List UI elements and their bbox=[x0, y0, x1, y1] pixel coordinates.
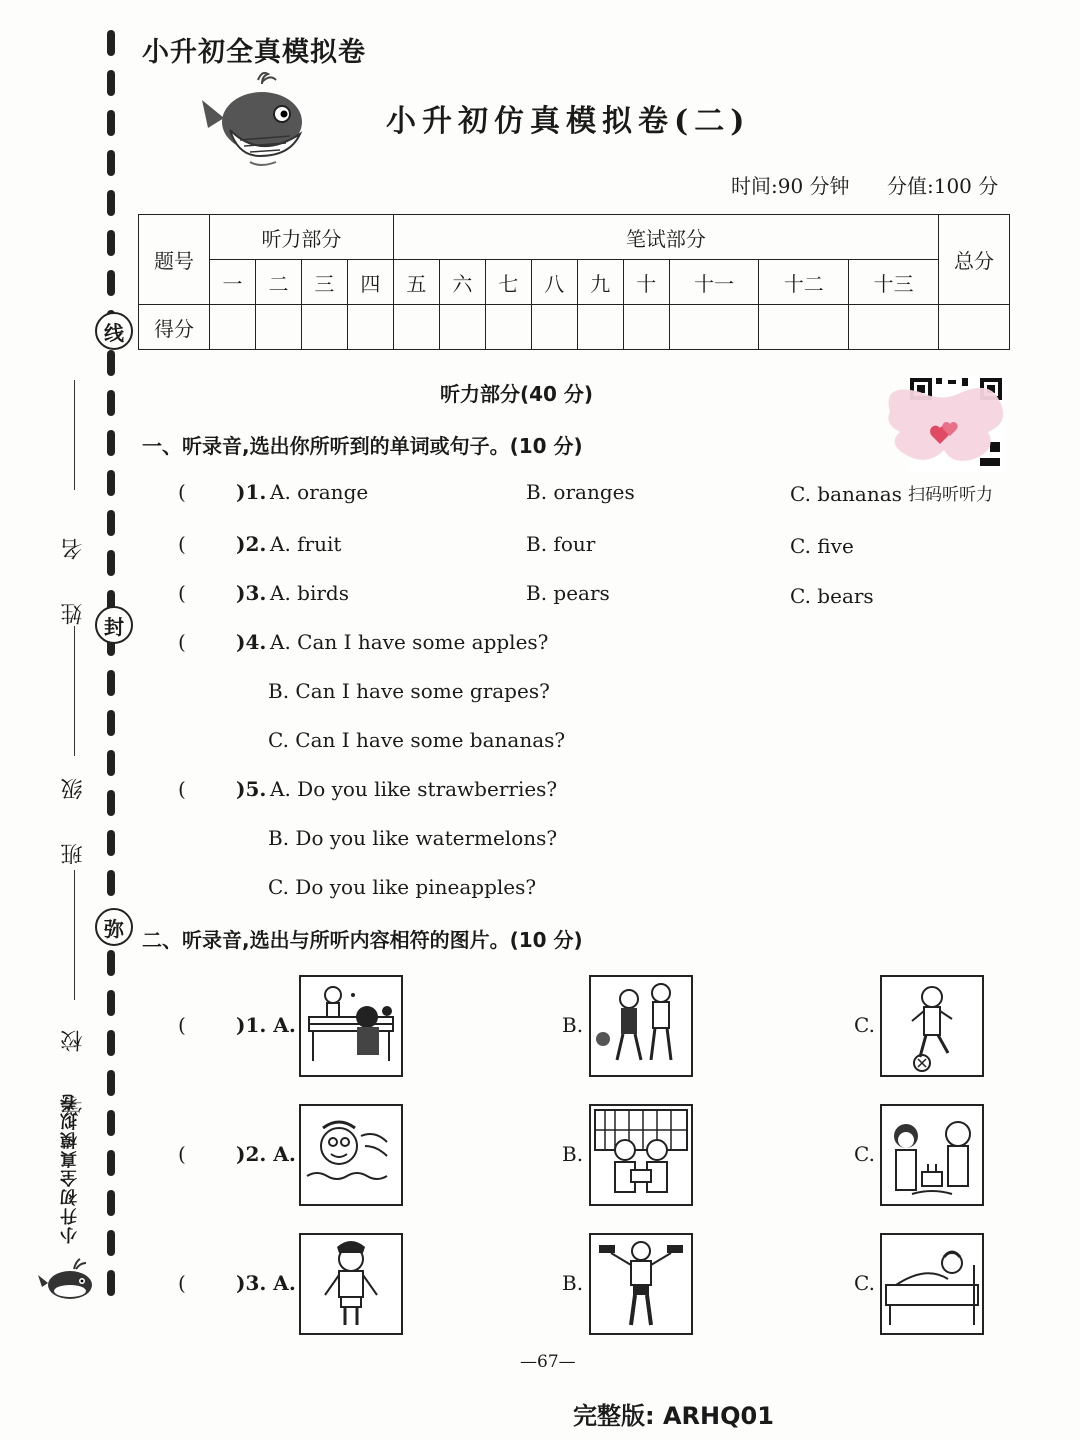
whale-logo-small bbox=[38, 1255, 98, 1305]
side-brand: 小升初全真模拟卷 bbox=[61, 1092, 81, 1244]
answer-paren[interactable]: ( bbox=[178, 581, 186, 605]
score-cell[interactable] bbox=[759, 305, 849, 350]
section1-heading: 一、听录音,选出你所听到的单词或句子。(10 分) bbox=[142, 434, 583, 458]
score-cell[interactable] bbox=[255, 305, 301, 350]
soccer-picture[interactable] bbox=[880, 975, 984, 1077]
answer-paren[interactable]: ( bbox=[178, 777, 186, 801]
score-row-label: 得分 bbox=[139, 305, 210, 350]
section-number: 一 bbox=[210, 260, 256, 305]
ping-pong-picture[interactable] bbox=[299, 975, 403, 1077]
school-label: 学 校 bbox=[61, 1012, 86, 1117]
score-cell[interactable] bbox=[531, 305, 577, 350]
basketball-picture[interactable] bbox=[589, 975, 693, 1077]
section-number: 十一 bbox=[669, 260, 759, 305]
section-number: 十二 bbox=[759, 260, 849, 305]
question-number: )2. bbox=[236, 532, 267, 556]
section-number: 五 bbox=[393, 260, 439, 305]
section-number: 十 bbox=[623, 260, 669, 305]
score-cell[interactable] bbox=[439, 305, 485, 350]
brand-title: 小升初全真模拟卷 bbox=[142, 37, 366, 68]
reading-picture[interactable] bbox=[589, 1104, 693, 1206]
option-b: B. oranges bbox=[526, 480, 635, 504]
score-cell[interactable] bbox=[210, 305, 256, 350]
option-b-label: B. bbox=[562, 1142, 584, 1166]
class-blank-line bbox=[74, 626, 75, 756]
qr-code-icon[interactable] bbox=[880, 372, 1010, 476]
section-number: 三 bbox=[301, 260, 347, 305]
binding-mark-seal: 封 bbox=[95, 606, 133, 644]
question-number: )1. A. bbox=[236, 1013, 296, 1037]
score-cell[interactable] bbox=[669, 305, 759, 350]
option-c-label: C. bbox=[854, 1271, 875, 1295]
page-number: —67— bbox=[520, 1352, 576, 1372]
binding-mark-close: 弥 bbox=[95, 908, 133, 946]
total-header: 总分 bbox=[939, 215, 1010, 305]
whale-illustration bbox=[200, 70, 310, 170]
score-info: 分值:100 分 bbox=[887, 174, 999, 198]
score-cell[interactable] bbox=[301, 305, 347, 350]
name-label: 姓 名 bbox=[61, 520, 86, 625]
question-number: )1. bbox=[236, 480, 267, 504]
question-number: )3. bbox=[236, 581, 267, 605]
option-a: A. Do you like strawberries? bbox=[270, 777, 558, 801]
swimming-picture[interactable] bbox=[299, 1104, 403, 1206]
qr-caption: 扫码听听力 bbox=[908, 485, 993, 505]
name-blank-line bbox=[74, 380, 75, 490]
answer-paren[interactable]: ( bbox=[178, 630, 186, 654]
score-cell[interactable] bbox=[393, 305, 439, 350]
exercise-picture[interactable] bbox=[589, 1233, 693, 1335]
option-a: A. orange bbox=[270, 480, 369, 504]
school-blank-line bbox=[74, 870, 75, 1000]
option-a: A. Can I have some apples? bbox=[270, 630, 549, 654]
option-a: A. birds bbox=[270, 581, 349, 605]
option-b: B. pears bbox=[526, 581, 610, 605]
option-c-label: C. bbox=[854, 1013, 875, 1037]
answer-paren[interactable]: ( bbox=[178, 1013, 186, 1037]
listening-section-title: 听力部分(40 分) bbox=[440, 382, 594, 406]
option-b: B. Can I have some grapes? bbox=[268, 679, 550, 703]
section-number: 十三 bbox=[849, 260, 939, 305]
score-cell[interactable] bbox=[577, 305, 623, 350]
option-c: C. bananas bbox=[790, 482, 902, 506]
boy-standing-picture[interactable] bbox=[299, 1233, 403, 1335]
option-c: C. bears bbox=[790, 584, 874, 608]
section-number: 七 bbox=[485, 260, 531, 305]
paper-title: 小升初仿真模拟卷(二) bbox=[386, 104, 751, 139]
score-cell[interactable] bbox=[849, 305, 939, 350]
binding-dash-line bbox=[107, 30, 117, 1340]
sick-in-bed-picture[interactable] bbox=[880, 1233, 984, 1335]
question-number: )5. bbox=[236, 777, 267, 801]
answer-paren[interactable]: ( bbox=[178, 1271, 186, 1295]
full-version-code: 完整版: ARHQ01 bbox=[573, 1402, 774, 1430]
score-cell[interactable] bbox=[623, 305, 669, 350]
section-number: 八 bbox=[531, 260, 577, 305]
writing-header: 笔试部分 bbox=[393, 215, 938, 260]
option-b: B. four bbox=[526, 532, 596, 556]
score-table bbox=[138, 214, 1010, 350]
option-c-label: C. bbox=[854, 1142, 875, 1166]
section-number: 二 bbox=[255, 260, 301, 305]
section-number: 四 bbox=[347, 260, 393, 305]
question-number: )2. A. bbox=[236, 1142, 296, 1166]
time-info: 时间:90 分钟 bbox=[731, 174, 850, 198]
answer-paren[interactable]: ( bbox=[178, 1142, 186, 1166]
score-cell[interactable] bbox=[347, 305, 393, 350]
birthday-picture[interactable] bbox=[880, 1104, 984, 1206]
class-label: 班 级 bbox=[61, 760, 86, 865]
question-number: )4. bbox=[236, 630, 267, 654]
answer-paren[interactable]: ( bbox=[178, 532, 186, 556]
option-b: B. Do you like watermelons? bbox=[268, 826, 558, 850]
section-number: 九 bbox=[577, 260, 623, 305]
score-cell[interactable] bbox=[485, 305, 531, 350]
question-number: )3. A. bbox=[236, 1271, 296, 1295]
binding-mark-line: 线 bbox=[95, 312, 133, 350]
score-cell[interactable] bbox=[939, 305, 1010, 350]
answer-paren[interactable]: ( bbox=[178, 480, 186, 504]
option-c: C. Do you like pineapples? bbox=[268, 875, 537, 899]
question-number-header: 题号 bbox=[139, 215, 210, 305]
option-b-label: B. bbox=[562, 1013, 584, 1037]
section2-heading: 二、听录音,选出与所听内容相符的图片。(10 分) bbox=[142, 928, 583, 952]
section-number: 六 bbox=[439, 260, 485, 305]
option-a: A. fruit bbox=[270, 532, 342, 556]
option-c: C. five bbox=[790, 534, 854, 558]
option-c: C. Can I have some bananas? bbox=[268, 728, 566, 752]
option-b-label: B. bbox=[562, 1271, 584, 1295]
listening-header: 听力部分 bbox=[210, 215, 394, 260]
